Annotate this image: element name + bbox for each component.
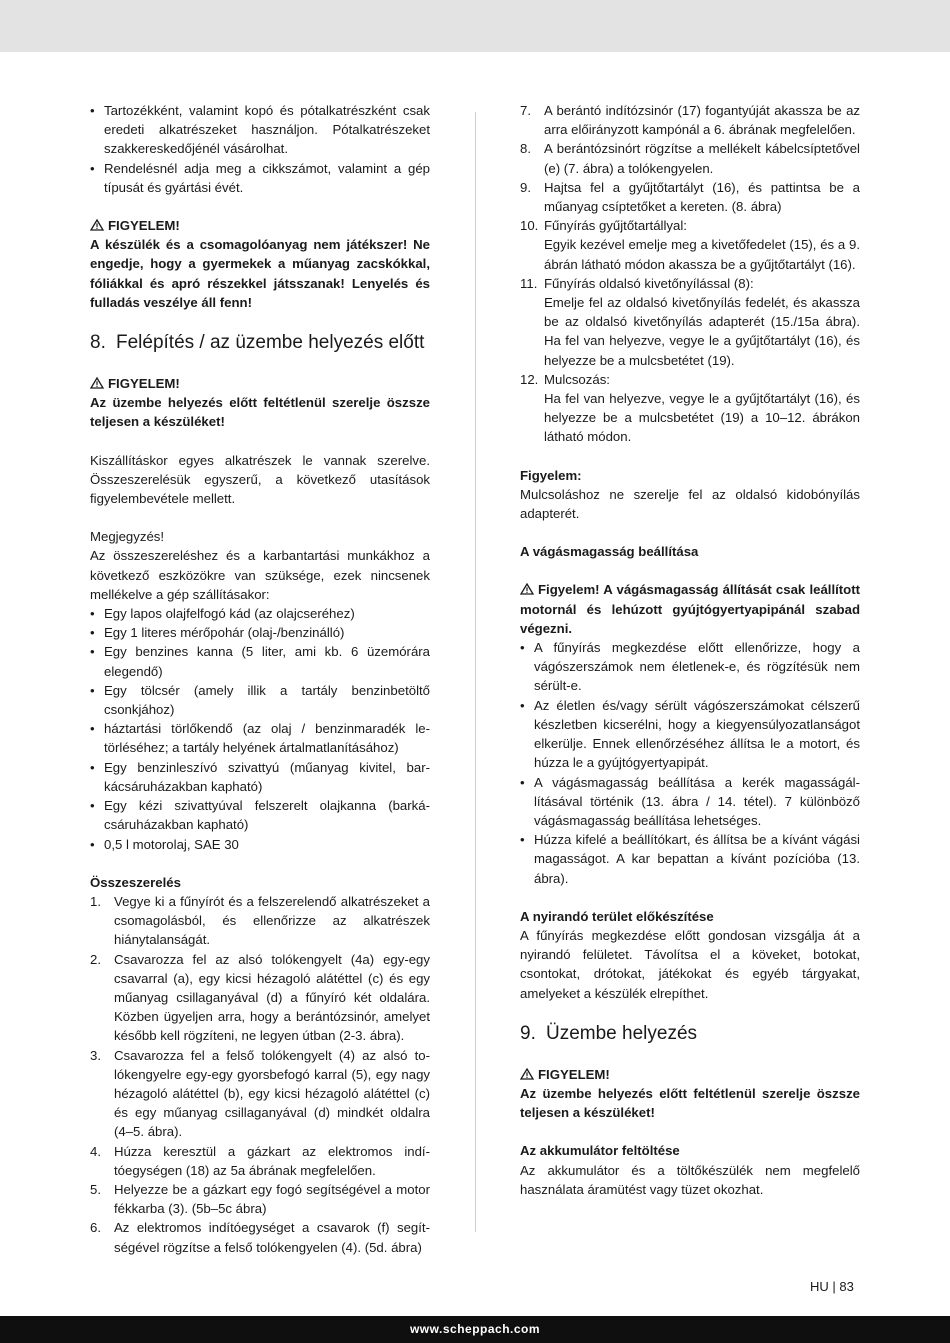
intro-bullet-list (90, 101, 430, 197)
assembly-heading: Összeszerelés (90, 874, 181, 890)
list-item: • Egy kézi szivattyúval felszerelt olajkanna (barkácsáruházakban kapható) (90, 796, 430, 834)
page-number: HU | 83 (810, 1279, 854, 1294)
warning-triangle-icon (90, 219, 104, 231)
list-item: • Egy tölcsér (amely illik a tartály benzinbetöltő csonkjához) (90, 681, 430, 719)
list-item: 10. Fűnyírás gyűjtőtartállyal: Egyik kezével emelje meg a kivetőfedelet (15), és a 9. ábrán látható módon akassza be a gyűjtőtartályt (16). (520, 218, 860, 272)
left-column (90, 101, 430, 1257)
section-heading-9 (520, 1022, 860, 1046)
list-item: 4. Húzza keresztül a gázkart az elektromos indítóegységen (18) az 5a ábrának megfelelően. (90, 1143, 430, 1178)
section-number: 9. (520, 1022, 536, 1044)
warning-heading (90, 374, 430, 393)
warning-text: A készülék és a csomagolóanyag nem játékszer! Ne engedje, hogy a gyermekek a műanyag zacskókkal, fóliákkal és apró részekkel játsszanak! Lenyelés és fulladás veszélye áll fenn! (90, 237, 430, 310)
list-item: 6. Az elektromos indítóegységet a csavarok (f) segítségével rögzítse a felső tolókengyelen (4). (5d. ábra) (90, 1220, 430, 1255)
header-bar (0, 0, 950, 52)
list-item: • Egy benzines kanna (5 liter, ami kb. 6 üzemórára elegendő) (90, 642, 430, 680)
list-item: • háztartási törlőkendő (az olaj / benzinmaradék letörléséhez; a tartály helyének ártalmatlanításához) (90, 719, 430, 757)
list-item: • Az életlen és/vagy sérült vágószerszámokat célszerű készletben kicserélni, hogy a kiegyensúlyozatlanságot elkerülje. Ennek ellenőrzéséhez állítsa le a motort, és húzza le a gyújtógyertyapipát. (520, 696, 860, 773)
attention-paragraph: Mulcsoláshoz ne szerelje fel az oldalsó kidobónyílás adapterét. (520, 486, 860, 522)
warning-text: Az üzembe helyezés előtt feltétlenül szerelje öszsze teljesen a készüléket! (520, 1085, 860, 1121)
mowing-area-paragraph: A fűnyírás megkezdése előtt gondosan vizsgálja át a nyirandó felületet. Távolítsa el a köveket, botokat, csontokat, drótokat, játékokat és egyéb tárgyakat, amelyeket a készülék elrepíthet. (520, 927, 860, 1001)
warning-heading (90, 216, 430, 235)
cutting-height-heading: A vágásmagasság beállítása (520, 544, 699, 560)
delivery-paragraph: Kiszállításkor egyes alkatrészek le vannak szerelve. Összeszerelésük egyszerű, a következő utasítások figyelembevétele mellett. (90, 452, 430, 507)
warning-title: FIGYELEM! (108, 218, 180, 234)
right-column (520, 101, 860, 1199)
section-heading-8 (90, 331, 430, 355)
section-title: Üzembe helyezés (546, 1022, 698, 1044)
list-item: 8. A berántózsinórt rögzítse a mellékelt kábelcsíptetővel (e) (7. ábra) a tolókengyelen. (520, 141, 860, 176)
list-item: 3. Csavarozza fel a felső tolókengyelt (4) az alsó tolókengyelre egy-egy gyorsbefogó karral (5), egy nagy hézagoló alátéttel (b), egy kicsi hézagoló alátéttel (c) és egy műanyag csillaganyával (d) mindkét oldalra (4–5. ábra). (90, 1047, 430, 1140)
list-item: • 0,5 l motorolaj, SAE 30 (90, 835, 430, 854)
list-item: 1. Vegye ki a fűnyírót és a felszerelendő alkatrészeket a csomagolásból, és ellenőrizze az alkatrészek hiánytalanságát. (90, 893, 430, 948)
assembly-steps-continued (520, 101, 860, 447)
list-item: • Húzza kifelé a beállítókart, és állítsa be a kívánt vágási magasságot. A kar bepattan a kívánt pozícióba (13. ábra). (520, 830, 860, 888)
section-number: 8. (90, 332, 106, 354)
attention-heading: Figyelem: (520, 467, 582, 483)
list-item: • Egy benzinleszívó szivattyú (műanyag kivitel, barkácsáruházakban kapható) (90, 758, 430, 796)
list-item: 2. Csavarozza fel az alsó tolókengyelt (4a) egy-egy csavarral (a), egy kicsi hézagoló alátéttel (c) és egy műanyag csillaganyával (d) a fűnyíró két oldalára. Közben ügyeljen arra, hogy a berántózsinór, amelyet később kell rögzíteni, ne legyen útban (2-3. ábra). (90, 951, 430, 1044)
section-title: Felépítés / az üzembe helyezés előtt (116, 332, 425, 354)
cutting-height-warning: Figyelem! A vágásmagasság állítását csak leállított motornál és lehúzott gyújtógyertyapipánál szabad végezni. (520, 582, 860, 636)
assembly-steps-list (90, 892, 430, 1257)
warning-triangle-icon (520, 583, 534, 595)
mowing-area-heading: A nyirandó terület előkészítése (520, 908, 714, 924)
battery-paragraph: Az akkumulátor és a töltőkészülék nem megfelelő használata áramütést vagy tüzet okozhat. (520, 1162, 860, 1197)
warning-title: FIGYELEM! (108, 376, 180, 392)
warning-heading (520, 1065, 860, 1084)
battery-heading: Az akkumulátor feltöltése (520, 1143, 680, 1159)
column-divider (475, 112, 476, 1232)
list-item: • Rendelésnél adja meg a cikkszámot, valamint a gép típusát és gyártási évét. (90, 159, 430, 197)
list-item: • A vágásmagasság beállítása a kerék magasságállításával történik (13. ábra / 14. tétel). 7 különböző vágásmagasság beállítása lehetséges. (520, 773, 860, 831)
cutting-height-bullets (520, 638, 860, 888)
list-item: 12. Mulcsozás: Ha fel van helyezve, vegye le a gyűjtőtartályt (16), és helyezze be a mulcsbetétet (19) a 10–12. ábrákon látható módon. (520, 371, 860, 445)
warning-title: FIGYELEM! (538, 1066, 610, 1082)
note-label: Megjegyzés! (90, 529, 165, 545)
warning-triangle-icon (90, 377, 104, 389)
list-item: • A fűnyírás megkezdése előtt ellenőrizze, hogy a vágószerszámok nem életlenek-e, és rögzítésük nem sérült-e. (520, 638, 860, 696)
list-item: 7. A berántó indítózsinór (17) fogantyúját akassza be az arra előirányzott kampónál a 6. ábrának megfelelően. (520, 103, 860, 138)
tools-bullet-list (90, 604, 430, 854)
list-item: 9. Hajtsa fel a gyűjtőtartályt (16), és pattintsa be a műanyag csíptetőket a kereten. (8. ábra) (520, 179, 860, 215)
warning-triangle-icon (520, 1068, 534, 1080)
list-item: • Tartozékként, valamint kopó és pótalkatrészként csak eredeti alkatrészeket használjon. Pótalkatrészeket szakkereskedőjénél vásárolhat. (90, 101, 430, 159)
warning-text: Az üzembe helyezés előtt feltétlenül szerelje öszsze teljesen a készüléket! (90, 395, 430, 430)
list-item: • Egy 1 literes mérőpohár (olaj-/benzinálló) (90, 623, 430, 642)
note-paragraph: Az összeszereléshez és a karbantartási munkákhoz a következő eszközökre van szüksége, ezek nincsenek mellékelve a gép szállításakor: (90, 548, 430, 602)
list-item: 11. Fűnyírás oldalsó kivetőnyílással (8): Emelje fel az oldalsó kivetőnyílás fedelét, és akassza be az oldalsó kivetőnyílás adapterét (15./15a ábra). Ha fel van helyezve, vegye le a gyűjtőtartályt (16), és helyezze be a mulcsbetétet (19). (520, 275, 860, 368)
list-item: • Egy lapos olajfelfogó kád (az olajcseréhez) (90, 604, 430, 623)
website-link[interactable]: www.scheppach.com (409, 1322, 541, 1336)
footer-bar (0, 1316, 950, 1343)
list-item: 5. Helyezze be a gázkart egy fogó segítségével a motor fékkarba (3). (5b–5c ábra) (90, 1181, 430, 1217)
